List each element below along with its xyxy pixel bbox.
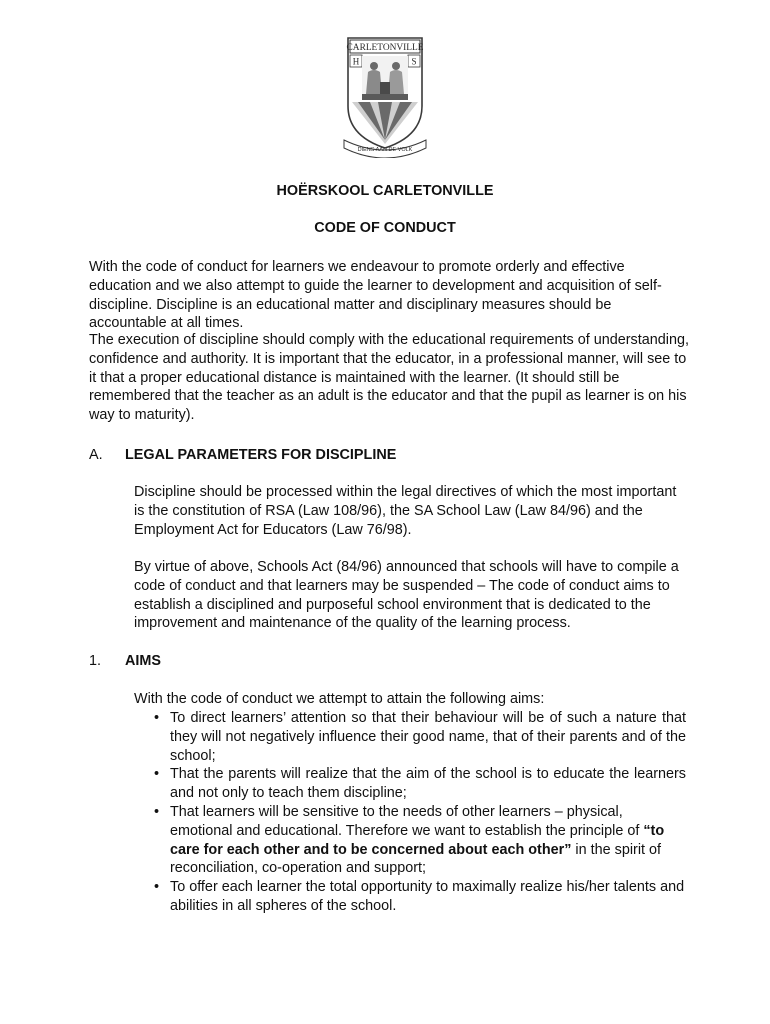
aims-intro: With the code of conduct we attempt to attain the following aims: xyxy=(134,691,545,707)
aim-item xyxy=(152,878,686,916)
section-1-number: 1. xyxy=(89,653,102,669)
section-1-heading xyxy=(89,652,161,671)
section-a-title: LEGAL PARAMETERS FOR DISCIPLINE xyxy=(125,447,397,463)
aim-text: To direct learners’ attention so that their behaviour will be of such a nature that they will not negatively influence their good name, that of their parents and of the school; xyxy=(170,710,686,764)
aim-item xyxy=(152,709,686,765)
crest-banner-text: CARLETONVILLE xyxy=(346,43,424,53)
bullet-icon: • xyxy=(154,710,160,726)
aims-list xyxy=(152,709,686,916)
aim-text-emphasis: “to care for each other and to be concerned about each other” xyxy=(170,822,665,858)
bullet-icon: • xyxy=(154,803,160,820)
execution-paragraph: The execution of discipline should comply with the educational requirements of understanding, confidence and authority. It is important that the educator, in a professional manner, will see to it that a proper educational distance is maintained with the learner. (It should still be remembered that the teacher as an adult is the educator and that the pupil as learner is on his way to maturity). xyxy=(89,332,689,424)
legal-paragraph-1: Discipline should be processed within the legal directives of which the most important is the constitution of RSA (Law 108/96), the SA School Law (Law 84/96) and the Employment Act for Educators (Law 76/98). xyxy=(134,484,677,538)
aim-item xyxy=(152,765,686,803)
section-1-title: AIMS xyxy=(125,653,161,669)
aim-text-after: in the spirit of reconciliation, co-operation and support; xyxy=(170,841,662,877)
aim-text: That the parents will realize that the aim of the school is to educate the learners and not only to teach them discipline; xyxy=(170,766,686,802)
bullet-icon: • xyxy=(154,766,160,783)
school-crest-logo xyxy=(340,32,430,158)
legal-paragraph-2: By virtue of above, Schools Act (84/96) announced that schools will have to compile a code of conduct and that learners may be suspended – The code of conduct aims to establish a disciplined and purposeful school environment that is dedicated to the improvement and maintenance of the quality of the learning process. xyxy=(134,559,679,632)
crest-letter-left: H xyxy=(352,56,360,67)
intro-paragraph: With the code of conduct for learners we endeavour to promote orderly and effective education and we also attempt to guide the learner to development and acquisition of self-discipline. Discipline is an educational matter and disciplinary measures should be accountable at all times. xyxy=(89,259,662,332)
bullet-icon: • xyxy=(154,879,160,896)
section-a-number: A. xyxy=(89,447,103,463)
section-a-heading xyxy=(89,446,396,465)
crest-letter-right: S xyxy=(411,56,417,67)
aim-item xyxy=(152,803,686,878)
crest-motto-text: DIENS AAN DE VOLK xyxy=(357,147,413,153)
document-title: CODE OF CONDUCT xyxy=(314,220,456,236)
aim-text-before: That learners will be sensitive to the needs of other learners – physical, emotional and educational. Therefore we want to establish the principle of xyxy=(170,803,644,839)
school-name-heading: HOËRSKOOL CARLETONVILLE xyxy=(276,183,494,199)
aim-text: To offer each learner the total opportunity to maximally realize his/her talents and abilities in all spheres of the school. xyxy=(170,879,685,914)
